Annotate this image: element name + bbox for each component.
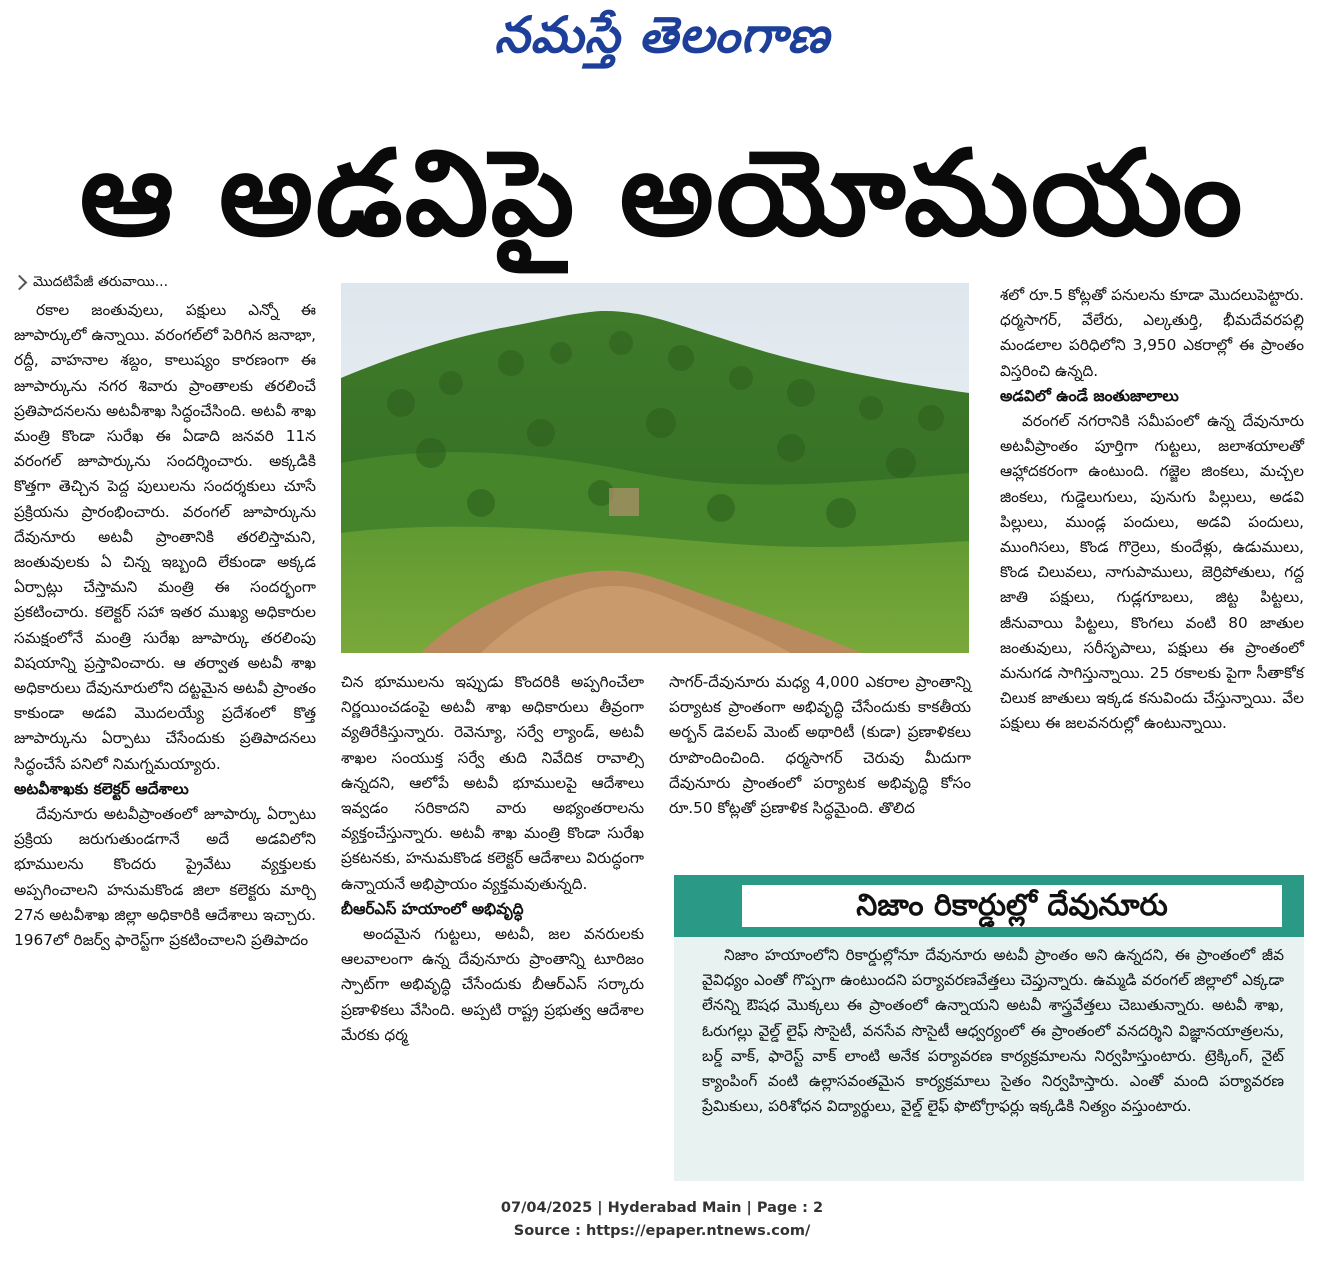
body-paragraph: దేవునూరు అటవీప్రాంతంలో జూపార్కు ఏర్పాటు ప్రక్రియ జరుగుతుండగానే అదే అడవిలోని భూములను కొందరు ప్రైవేటు వ్యక్తులకు అప్పగించాలని హనుమకొండ జిలా కలెక్టరు మార్చి 27న అటవీశాఖ జిల్లా అధికారికి ఆదేశాలు ఇచ్చారు. 1967లో రిజర్వ్ ఫారెస్ట్‌గా ప్రకటించాలని ప్రతిపాదం bbox=[14, 805, 316, 950]
sidebar-box-title: నిజాం రికార్డుల్లో దేవునూరు bbox=[742, 885, 1282, 927]
section-subhead: అటవీశాఖకు కలెక్టర్ ఆదేశాలు bbox=[14, 779, 189, 798]
sidebar-box-body bbox=[674, 937, 1304, 1181]
article-column-1 bbox=[14, 272, 316, 953]
chevron-right-icon bbox=[12, 274, 28, 290]
footer-date-edition: 07/04/2025 | Hyderabad Main | Page : 2 bbox=[500, 1200, 824, 1216]
article-column-4 bbox=[1000, 283, 1304, 737]
body-paragraph: సాగర్-దేవునూరు మధ్య 4,000 ఎకరాల ప్రాంతాన్ని పర్యాటక ప్రాంతంగా అభివృద్ధి చేసేందుకు కాకతీయ అర్బన్ డెవలప్ మెంట్ అథారిటీ (కుడా) ప్రణాళికలు రూపొందించింది. ధర్మసాగర్ చెరువు మీదుగా దేవునూరు ప్రాంతంలో పర్యాటక అభివృద్ధి కోసం రూ.50 కోట్లతో ప్రణాళిక సిద్ధమైంది. తొలిద bbox=[669, 673, 971, 818]
section-subhead: అడవిలో ఉండే జంతుజాలాలు bbox=[1000, 386, 1179, 405]
body-paragraph: శలో రూ.5 కోట్లతో పనులను కూడా మొదలుపెట్టారు. ధర్మసాగర్, వేలేరు, ఎల్కతుర్తి, భీమదేవరపల్లి మండలాల పరిధిలోని 3,950 ఎకరాల్లో ఈ ప్రాంతం విస్తరించి ఉన్నది. bbox=[1000, 286, 1304, 380]
article-column-2 bbox=[341, 670, 644, 1048]
forest-hill-image bbox=[341, 283, 969, 653]
sidebar-box-text: నిజాం హయాంలోని రికార్డుల్లోనూ దేవునూరు అటవీ ప్రాంతం అని ఉన్నదని, ఈ ప్రాంతంలో జీవ వైవిధ్యం ఎంతో గొప్పగా ఉంటుందని పర్యావరణవేత్తలు చెప్తున్నారు. ఉమ్మడి వరంగల్ జిల్లాలో ఎక్కడా లేనన్ని ఔషధ మొక్కలు ఈ ప్రాంతంలో ఉన్నాయని అటవీ శాస్త్రవేత్తలు చెబుతున్నారు. అటవీ శాఖ, ఓరుగల్లు వైల్డ్ లైఫ్ సొసైటీ, వనసేవ సొసైటీ ఆధ్వర్యంలో ఈ ప్రాంతంలో వనదర్శిని విజ్ఞానయాత్రలను, బర్డ్ వాక్, ఫారెస్ట్ వాక్ లాంటి అనేక పర్యావరణ కార్యక్రమాలను నిర్వహిస్తుంటారు. ట్రెక్కింగ్, నైట్ క్యాంపింగ్ వంటి ఉల్లాసవంతమైన కార్యక్రమాలు సైతం నిర్వహిస్తారు. ఎంతో మంది పర్యావరణ ప్రేమికులు, పరిశోధన విద్యార్థులు, వైల్డ్ లైఫ్ ఫొటోగ్రాఫర్లు ఇక్కడికి నిత్యం వస్తుంటారు. bbox=[702, 946, 1284, 1116]
article-headline: ఆ అడవిపై అయోమయం bbox=[79, 124, 1245, 262]
jump-label: మొదటిపేజీ తరువాయి... bbox=[33, 274, 169, 290]
body-paragraph: రకాల జంతువులు, పక్షులు ఎన్నో ఈ జూపార్కులో ఉన్నాయి. వరంగల్‌లో పెరిగిన జనాభా, రద్దీ, వాహనాల శబ్దం, కాలుష్యం కారణంగా ఈ జూపార్కును నగర శివారు ప్రాంతాలకు తరలించే ప్రతిపాదనలను అటవీశాఖ సిద్ధంచేసింది. అటవీ శాఖ మంత్రి కొండా సురేఖ ఈ ఏడాది జనవరి 11న వరంగల్ జూపార్కును సందర్శించారు. అక్కడికి కొత్తగా తెచ్చిన పెద్ద పులులను సందర్శకులు చూసే ప్రక్రియను ప్రారంభించారు. వరంగల్ జూపార్కును దేవునూరు అటవీ ప్రాంతానికి తరలిస్తామని, జంతువులకు ఏ చిన్న ఇబ్బంది లేకుండా అక్కడ ఏర్పాట్లు చేస్తామని మంత్రి ఈ సందర్భంగా ప్రకటించారు. కలెక్టర్ సహా ఇతర ముఖ్య అధికారుల సమక్షంలోనే మంత్రి సురేఖ జూపార్కు తరలింపు విషయాన్ని ప్రస్తావించారు. ఆ తర్వాత అటవీ శాఖ అధికారులు దేవునూరులోని దట్టమైన అటవీ ప్రాంతం కాకుండా అడవి మొదలయ్యే ప్రదేశంలో కొత్త జూపార్కును ఏర్పాటు చేసేందుకు ప్రతిపాదనలు సిద్ధంచేసే పనిలో నిమగ్నమయ్యారు. bbox=[14, 301, 316, 773]
body-paragraph: వరంగల్ నగరానికి సమీపంలో ఉన్న దేవునూరు అటవీప్రాంతం పూర్తిగా గుట్టలు, జలాశయాలతో ఆహ్లాదకరంగా ఉంటుంది. గజ్జెల జింకలు, మచ్చల జింకలు, గుడ్డెలుగులు, పునుగు పిల్లులు, అడవి పిల్లులు, ముండ్ల పందులు, అడవి పందులు, ముంగిసలు, కొండ గొర్రెలు, కుందేళ్లు, ఉడుములు, కొండ చిలువలు, నాగుపాములు, జెర్రిపోతులు, గద్ద జాతి పక్షులు, గుడ్లగూబలు, జిట్ట పిట్టలు, జీనువాయి పిట్టలు, కొంగలు వంటి 80 జాతుల జంతువులు, సరీసృపాలు, పక్షులు ఈ ప్రాంతంలో మనుగడ సాగిస్తున్నాయి. 25 రకాలకు పైగా సీతాకోక చిలుక జాతులు ఇక్కడ కనువిందు చేస్తున్నాయి. వేల పక్షులు ఈ జలవనరుల్లో ఉంటున్నాయి. bbox=[1000, 412, 1304, 733]
body-paragraph: అందమైన గుట్టలు, అటవీ, జల వనరులకు ఆలవాలంగా ఉన్న దేవునూరు ప్రాంతాన్ని టూరిజం స్పాట్‌గా అభివృద్ధి చేసేందుకు బీఆర్‌ఎస్ సర్కారు ప్రణాళికలు వేసింది. అప్పటి రాష్ట్ర ప్రభుత్వ ఆదేశాల మేరకు ధర్మ bbox=[341, 925, 644, 1044]
forest-hill-photo bbox=[341, 283, 969, 653]
body-paragraph: చిన భూములను ఇప్పుడు కొందరికి అప్పగించేలా నిర్ణయించడంపై అటవీ శాఖ అధికారులు తీవ్రంగా వ్యతిరేకిస్తున్నారు. రెవెన్యూ, సర్వే ల్యాండ్, అటవీ శాఖల సంయుక్త సర్వే తుది నివేదిక రావాల్సి ఉన్నదని, ఆలోపే అటవీ భూములపై ఆదేశాలు ఇవ్వడం సరికాదని వారు అభ్యంతరాలను వ్యక్తంచేస్తున్నారు. అటవీ శాఖ మంత్రి కొండా సురేఖ ప్రకటనకు, హనుమకొండ కలెక్టర్ ఆదేశాలు విరుద్ధంగా ఉన్నాయనే అభిప్రాయం వ్యక్తమవుతున్నది. bbox=[341, 673, 644, 893]
newspaper-masthead: నమస్తే తెలంగాణ bbox=[494, 6, 830, 64]
continued-from-front bbox=[14, 272, 316, 292]
sidebar-box-header bbox=[674, 875, 1304, 937]
footer-source-link[interactable]: Source : https://epaper.ntnews.com/ bbox=[513, 1223, 811, 1239]
section-subhead: బీఆర్‌ఎస్ హయాంలో అభివృద్ధి bbox=[341, 899, 524, 918]
article-column-3 bbox=[669, 670, 971, 821]
